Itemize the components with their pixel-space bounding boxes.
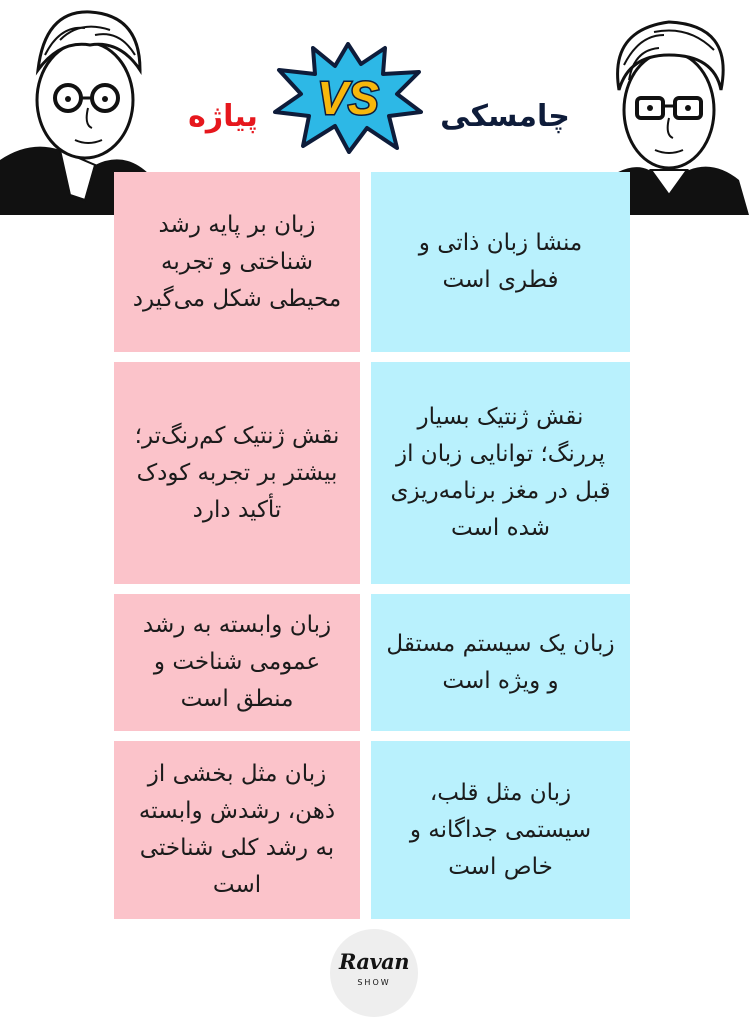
piaget-point-3: زبان وابسته به رشد عمومی شناخت و منطق است <box>114 594 360 731</box>
chomsky-point-1: منشا زبان ذاتی و فطری است <box>371 172 630 352</box>
piaget-point-2: نقش ژنتیک کم‌رنگ‌تر؛ بیشتر بر تجربه کودک تأکید دارد <box>114 362 360 584</box>
logo-subtext: SHOW <box>357 978 391 987</box>
vs-text: VS <box>317 72 379 124</box>
vs-badge <box>273 42 423 154</box>
chomsky-point-4: زبان مثل قلب، سیستمی جداگانه و خاص است <box>371 741 630 919</box>
logo-text: Ravan <box>338 949 410 974</box>
piaget-name: پیاژه <box>188 99 258 134</box>
ravan-show-logo <box>330 929 418 1017</box>
chomsky-point-2: نقش ژنتیک بسیار پررنگ؛ توانایی زبان از قبل در مغز برنامه‌ریزی شده است <box>371 362 630 584</box>
piaget-point-4: زبان مثل بخشی از ذهن، رشدش وابسته به رشد کلی شناختی است <box>114 741 360 919</box>
chomsky-point-3: زبان یک سیستم مستقل و ویژه است <box>371 594 630 731</box>
piaget-point-1: زبان بر پایه رشد شناختی و تجربه محیطی شکل می‌گیرد <box>114 172 360 352</box>
chomsky-name: چامسکی <box>440 99 570 134</box>
